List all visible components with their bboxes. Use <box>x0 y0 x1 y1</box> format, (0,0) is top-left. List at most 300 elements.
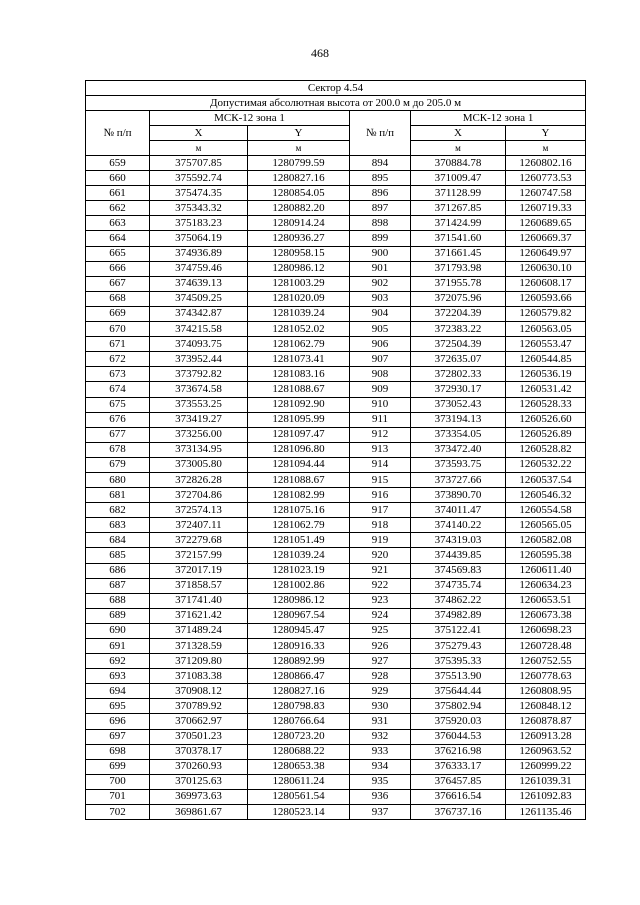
point-number-right: 905 <box>350 322 411 337</box>
x-value-right: 371661.45 <box>411 246 506 261</box>
table-row <box>86 548 586 563</box>
x-value-right: 373194.13 <box>411 412 506 427</box>
x-header-left: X <box>150 126 248 141</box>
x-value-left: 374639.13 <box>150 276 248 291</box>
point-number-right: 896 <box>350 186 411 201</box>
y-value-right: 1261039.31 <box>506 774 586 789</box>
table-row <box>86 276 586 291</box>
point-number-right: 914 <box>350 457 411 472</box>
x-value-right: 373890.70 <box>411 488 506 503</box>
y-value-right: 1260546.32 <box>506 488 586 503</box>
point-number-left: 697 <box>86 729 150 744</box>
point-number-right: 935 <box>350 774 411 789</box>
point-number-left: 660 <box>86 171 150 186</box>
x-value-left: 372574.13 <box>150 503 248 518</box>
x-value-left: 372407.11 <box>150 518 248 533</box>
point-number-right: 904 <box>350 306 411 321</box>
point-number-right: 900 <box>350 246 411 261</box>
y-value-right: 1260526.60 <box>506 412 586 427</box>
y-value-left: 1280916.33 <box>248 639 350 654</box>
y-value-left: 1280914.24 <box>248 216 350 231</box>
table-row <box>86 337 586 352</box>
x-value-left: 373792.82 <box>150 367 248 382</box>
x-value-left: 371741.40 <box>150 593 248 608</box>
point-number-right: 912 <box>350 427 411 442</box>
x-value-left: 375064.19 <box>150 231 248 246</box>
x-value-right: 372075.96 <box>411 291 506 306</box>
y-value-left: 1280611.24 <box>248 774 350 789</box>
y-value-right: 1260728.48 <box>506 639 586 654</box>
x-value-left: 369973.63 <box>150 789 248 804</box>
x-value-left: 371489.24 <box>150 623 248 638</box>
table-row <box>86 171 586 186</box>
y-value-left: 1281083.16 <box>248 367 350 382</box>
x-value-left: 371083.38 <box>150 669 248 684</box>
x-value-left: 372704.86 <box>150 488 248 503</box>
point-number-left: 673 <box>86 367 150 382</box>
x-value-right: 373052.43 <box>411 397 506 412</box>
x-value-right: 375920.03 <box>411 714 506 729</box>
point-number-right: 928 <box>350 669 411 684</box>
y-value-left: 1281052.02 <box>248 322 350 337</box>
point-number-left: 665 <box>86 246 150 261</box>
x-value-right: 376333.17 <box>411 759 506 774</box>
x-value-left: 374342.87 <box>150 306 248 321</box>
y-value-right: 1260698.23 <box>506 623 586 638</box>
point-number-right: 929 <box>350 684 411 699</box>
x-value-left: 374759.46 <box>150 261 248 276</box>
x-value-left: 373256.00 <box>150 427 248 442</box>
point-number-right: 925 <box>350 623 411 638</box>
x-value-right: 374982.89 <box>411 608 506 623</box>
table-row <box>86 352 586 367</box>
point-number-right: 923 <box>350 593 411 608</box>
y-header-left: Y <box>248 126 350 141</box>
point-number-right: 932 <box>350 729 411 744</box>
y-value-right: 1260528.82 <box>506 442 586 457</box>
height-range: Допустимая абсолютная высота от 200.0 м до 205.0 м <box>86 96 586 111</box>
table-row <box>86 412 586 427</box>
x-value-left: 372017.19 <box>150 563 248 578</box>
point-number-left: 687 <box>86 578 150 593</box>
point-number-left: 688 <box>86 593 150 608</box>
x-value-left: 370662.97 <box>150 714 248 729</box>
y-value-right: 1260808.95 <box>506 684 586 699</box>
x-value-right: 371009.47 <box>411 171 506 186</box>
y-value-right: 1260611.40 <box>506 563 586 578</box>
y-value-left: 1281094.44 <box>248 457 350 472</box>
x-value-right: 376457.85 <box>411 774 506 789</box>
table-row <box>86 306 586 321</box>
x-value-right: 375395.33 <box>411 654 506 669</box>
point-number-right: 909 <box>350 382 411 397</box>
table-row <box>86 442 586 457</box>
table-row <box>86 759 586 774</box>
table-row <box>86 216 586 231</box>
point-number-right: 919 <box>350 533 411 548</box>
x-value-left: 374936.89 <box>150 246 248 261</box>
point-number-right: 918 <box>350 518 411 533</box>
point-number-left: 666 <box>86 261 150 276</box>
x-value-right: 374140.22 <box>411 518 506 533</box>
unit-y-right: м <box>506 141 586 156</box>
point-number-left: 696 <box>86 714 150 729</box>
point-number-left: 686 <box>86 563 150 578</box>
point-number-right: 913 <box>350 442 411 457</box>
table-row <box>86 246 586 261</box>
y-value-left: 1281020.09 <box>248 291 350 306</box>
x-value-left: 372826.28 <box>150 472 248 487</box>
x-value-left: 372279.68 <box>150 533 248 548</box>
x-value-right: 371955.78 <box>411 276 506 291</box>
point-number-right: 933 <box>350 744 411 759</box>
point-number-right: 917 <box>350 503 411 518</box>
x-value-left: 373005.80 <box>150 457 248 472</box>
x-value-left: 374093.75 <box>150 337 248 352</box>
point-number-right: 910 <box>350 397 411 412</box>
point-number-right: 916 <box>350 488 411 503</box>
table-row <box>86 231 586 246</box>
point-number-left: 693 <box>86 669 150 684</box>
point-number-left: 679 <box>86 457 150 472</box>
y-value-right: 1260630.10 <box>506 261 586 276</box>
point-number-left: 699 <box>86 759 150 774</box>
point-number-left: 661 <box>86 186 150 201</box>
x-value-left: 370260.93 <box>150 759 248 774</box>
point-number-left: 685 <box>86 548 150 563</box>
x-value-right: 371793.98 <box>411 261 506 276</box>
point-number-right: 897 <box>350 201 411 216</box>
point-number-right: 930 <box>350 699 411 714</box>
x-value-right: 372504.39 <box>411 337 506 352</box>
table-row <box>86 774 586 789</box>
y-value-left: 1280866.47 <box>248 669 350 684</box>
x-value-left: 371858.57 <box>150 578 248 593</box>
y-value-right: 1260752.55 <box>506 654 586 669</box>
x-value-right: 375644.44 <box>411 684 506 699</box>
point-number-right: 924 <box>350 608 411 623</box>
y-value-right: 1261135.46 <box>506 805 586 820</box>
table-row <box>86 186 586 201</box>
x-value-right: 374011.47 <box>411 503 506 518</box>
x-header-right: X <box>411 126 506 141</box>
table-row <box>86 367 586 382</box>
point-number-right: 937 <box>350 805 411 820</box>
sector-title: Сектор 4.54 <box>86 81 586 96</box>
point-number-left: 692 <box>86 654 150 669</box>
table-row <box>86 563 586 578</box>
point-number-right: 931 <box>350 714 411 729</box>
table-row <box>86 503 586 518</box>
y-value-right: 1260536.19 <box>506 367 586 382</box>
zone-header-right: МСК-12 зона 1 <box>411 111 586 126</box>
x-value-left: 371621.42 <box>150 608 248 623</box>
point-number-right: 927 <box>350 654 411 669</box>
y-value-right: 1260553.47 <box>506 337 586 352</box>
y-value-right: 1260554.58 <box>506 503 586 518</box>
x-value-right: 371424.99 <box>411 216 506 231</box>
y-value-left: 1280827.16 <box>248 171 350 186</box>
page-number: 468 <box>311 46 329 60</box>
x-value-right: 375122.41 <box>411 623 506 638</box>
y-value-left: 1281023.19 <box>248 563 350 578</box>
x-value-left: 370125.63 <box>150 774 248 789</box>
y-value-right: 1260531.42 <box>506 382 586 397</box>
point-number-left: 664 <box>86 231 150 246</box>
table-row <box>86 397 586 412</box>
point-number-left: 678 <box>86 442 150 457</box>
x-value-right: 376616.54 <box>411 789 506 804</box>
table-row <box>86 805 586 820</box>
y-value-left: 1281095.99 <box>248 412 350 427</box>
y-value-right: 1260653.51 <box>506 593 586 608</box>
x-value-right: 376737.16 <box>411 805 506 820</box>
x-value-right: 375279.43 <box>411 639 506 654</box>
y-value-left: 1281075.16 <box>248 503 350 518</box>
y-value-right: 1260848.12 <box>506 699 586 714</box>
y-value-left: 1280945.47 <box>248 623 350 638</box>
x-value-right: 370884.78 <box>411 156 506 171</box>
point-number-right: 926 <box>350 639 411 654</box>
x-value-right: 375802.94 <box>411 699 506 714</box>
x-value-left: 374509.25 <box>150 291 248 306</box>
x-value-right: 374862.22 <box>411 593 506 608</box>
point-number-left: 701 <box>86 789 150 804</box>
x-value-left: 372157.99 <box>150 548 248 563</box>
point-number-left: 683 <box>86 518 150 533</box>
y-value-right: 1260608.17 <box>506 276 586 291</box>
y-value-right: 1261092.83 <box>506 789 586 804</box>
y-value-right: 1260999.22 <box>506 759 586 774</box>
table-row <box>86 488 586 503</box>
x-value-left: 373674.58 <box>150 382 248 397</box>
y-value-right: 1260565.05 <box>506 518 586 533</box>
y-value-left: 1280523.14 <box>248 805 350 820</box>
point-number-left: 698 <box>86 744 150 759</box>
y-value-left: 1281039.24 <box>248 306 350 321</box>
point-number-left: 676 <box>86 412 150 427</box>
point-number-right: 902 <box>350 276 411 291</box>
y-value-left: 1280892.99 <box>248 654 350 669</box>
y-value-left: 1281088.67 <box>248 472 350 487</box>
y-value-right: 1260634.23 <box>506 578 586 593</box>
y-value-right: 1260537.54 <box>506 472 586 487</box>
point-number-left: 667 <box>86 276 150 291</box>
point-number-left: 684 <box>86 533 150 548</box>
point-number-left: 671 <box>86 337 150 352</box>
y-value-left: 1281097.47 <box>248 427 350 442</box>
y-value-left: 1280723.20 <box>248 729 350 744</box>
y-value-left: 1281039.24 <box>248 548 350 563</box>
y-value-left: 1280766.64 <box>248 714 350 729</box>
table-row <box>86 578 586 593</box>
point-number-right: 903 <box>350 291 411 306</box>
unit-y-left: м <box>248 141 350 156</box>
point-number-left: 670 <box>86 322 150 337</box>
table-row <box>86 156 586 171</box>
coordinates-table-body <box>86 81 586 820</box>
y-value-right: 1260579.82 <box>506 306 586 321</box>
table-row <box>86 322 586 337</box>
table-row <box>86 472 586 487</box>
table-row <box>86 669 586 684</box>
x-value-right: 374439.85 <box>411 548 506 563</box>
point-number-left: 695 <box>86 699 150 714</box>
y-value-right: 1260544.85 <box>506 352 586 367</box>
y-value-right: 1260563.05 <box>506 322 586 337</box>
point-number-left: 663 <box>86 216 150 231</box>
x-value-left: 371209.80 <box>150 654 248 669</box>
y-value-right: 1260802.16 <box>506 156 586 171</box>
x-value-left: 370378.17 <box>150 744 248 759</box>
y-value-left: 1280799.59 <box>248 156 350 171</box>
y-value-left: 1281062.79 <box>248 337 350 352</box>
table-row <box>86 518 586 533</box>
x-value-left: 370501.23 <box>150 729 248 744</box>
table-row <box>86 261 586 276</box>
zone-header-left: МСК-12 зона 1 <box>150 111 350 126</box>
y-value-left: 1280688.22 <box>248 744 350 759</box>
y-value-right: 1260963.52 <box>506 744 586 759</box>
x-value-left: 373419.27 <box>150 412 248 427</box>
point-number-left: 672 <box>86 352 150 367</box>
y-value-left: 1280967.54 <box>248 608 350 623</box>
y-value-right: 1260778.63 <box>506 669 586 684</box>
x-value-right: 371541.60 <box>411 231 506 246</box>
table-row <box>86 699 586 714</box>
x-value-right: 374319.03 <box>411 533 506 548</box>
num-header-right: № п/п <box>350 111 411 156</box>
x-value-right: 373727.66 <box>411 472 506 487</box>
point-number-right: 899 <box>350 231 411 246</box>
y-value-left: 1281062.79 <box>248 518 350 533</box>
x-value-right: 372802.33 <box>411 367 506 382</box>
table-row <box>86 639 586 654</box>
point-number-left: 694 <box>86 684 150 699</box>
x-value-right: 372930.17 <box>411 382 506 397</box>
y-value-left: 1280854.05 <box>248 186 350 201</box>
point-number-left: 681 <box>86 488 150 503</box>
table-row <box>86 457 586 472</box>
table-row <box>86 623 586 638</box>
x-value-right: 372635.07 <box>411 352 506 367</box>
table-row <box>86 533 586 548</box>
x-value-right: 371267.85 <box>411 201 506 216</box>
table-row <box>86 729 586 744</box>
point-number-right: 922 <box>350 578 411 593</box>
point-number-right: 936 <box>350 789 411 804</box>
point-number-right: 907 <box>350 352 411 367</box>
y-value-left: 1281003.29 <box>248 276 350 291</box>
x-value-left: 373553.25 <box>150 397 248 412</box>
y-value-right: 1260913.28 <box>506 729 586 744</box>
table-row <box>86 789 586 804</box>
y-value-left: 1280653.38 <box>248 759 350 774</box>
y-value-left: 1280827.16 <box>248 684 350 699</box>
y-value-left: 1280882.20 <box>248 201 350 216</box>
x-value-right: 374735.74 <box>411 578 506 593</box>
x-value-right: 373472.40 <box>411 442 506 457</box>
point-number-left: 662 <box>86 201 150 216</box>
y-value-right: 1260582.08 <box>506 533 586 548</box>
x-value-left: 375474.35 <box>150 186 248 201</box>
point-number-right: 908 <box>350 367 411 382</box>
x-value-left: 370908.12 <box>150 684 248 699</box>
table-row <box>86 382 586 397</box>
y-value-left: 1281088.67 <box>248 382 350 397</box>
x-value-left: 373952.44 <box>150 352 248 367</box>
y-value-left: 1281082.99 <box>248 488 350 503</box>
y-value-left: 1280936.27 <box>248 231 350 246</box>
point-number-right: 895 <box>350 171 411 186</box>
x-value-right: 374569.83 <box>411 563 506 578</box>
y-value-left: 1280986.12 <box>248 593 350 608</box>
x-value-right: 375513.90 <box>411 669 506 684</box>
y-value-right: 1260593.66 <box>506 291 586 306</box>
y-value-right: 1260669.37 <box>506 231 586 246</box>
y-value-left: 1280561.54 <box>248 789 350 804</box>
y-value-left: 1281051.49 <box>248 533 350 548</box>
table-row <box>86 654 586 669</box>
x-value-left: 375707.85 <box>150 156 248 171</box>
point-number-right: 894 <box>350 156 411 171</box>
y-value-right: 1260747.58 <box>506 186 586 201</box>
point-number-left: 675 <box>86 397 150 412</box>
y-value-right: 1260719.33 <box>506 201 586 216</box>
x-value-right: 371128.99 <box>411 186 506 201</box>
y-value-right: 1260773.53 <box>506 171 586 186</box>
y-value-left: 1281073.41 <box>248 352 350 367</box>
y-value-left: 1281096.80 <box>248 442 350 457</box>
y-value-right: 1260673.38 <box>506 608 586 623</box>
point-number-left: 682 <box>86 503 150 518</box>
table-row <box>86 201 586 216</box>
x-value-right: 376044.53 <box>411 729 506 744</box>
x-value-left: 375592.74 <box>150 171 248 186</box>
table-row <box>86 593 586 608</box>
point-number-left: 702 <box>86 805 150 820</box>
x-value-right: 376216.98 <box>411 744 506 759</box>
table-row <box>86 427 586 442</box>
point-number-left: 690 <box>86 623 150 638</box>
y-value-right: 1260649.97 <box>506 246 586 261</box>
y-value-right: 1260878.87 <box>506 714 586 729</box>
point-number-right: 920 <box>350 548 411 563</box>
point-number-right: 906 <box>350 337 411 352</box>
point-number-right: 911 <box>350 412 411 427</box>
y-value-right: 1260532.22 <box>506 457 586 472</box>
x-value-left: 369861.67 <box>150 805 248 820</box>
x-value-left: 374215.58 <box>150 322 248 337</box>
x-value-right: 372204.39 <box>411 306 506 321</box>
x-value-left: 371328.59 <box>150 639 248 654</box>
unit-x-right: м <box>411 141 506 156</box>
point-number-right: 934 <box>350 759 411 774</box>
y-value-right: 1260595.38 <box>506 548 586 563</box>
coordinates-table <box>85 80 586 820</box>
y-header-right: Y <box>506 126 586 141</box>
x-value-right: 372383.22 <box>411 322 506 337</box>
unit-x-left: м <box>150 141 248 156</box>
point-number-left: 691 <box>86 639 150 654</box>
point-number-left: 680 <box>86 472 150 487</box>
point-number-left: 669 <box>86 306 150 321</box>
table-row <box>86 608 586 623</box>
x-value-left: 373134.95 <box>150 442 248 457</box>
point-number-left: 668 <box>86 291 150 306</box>
point-number-right: 915 <box>350 472 411 487</box>
point-number-left: 659 <box>86 156 150 171</box>
